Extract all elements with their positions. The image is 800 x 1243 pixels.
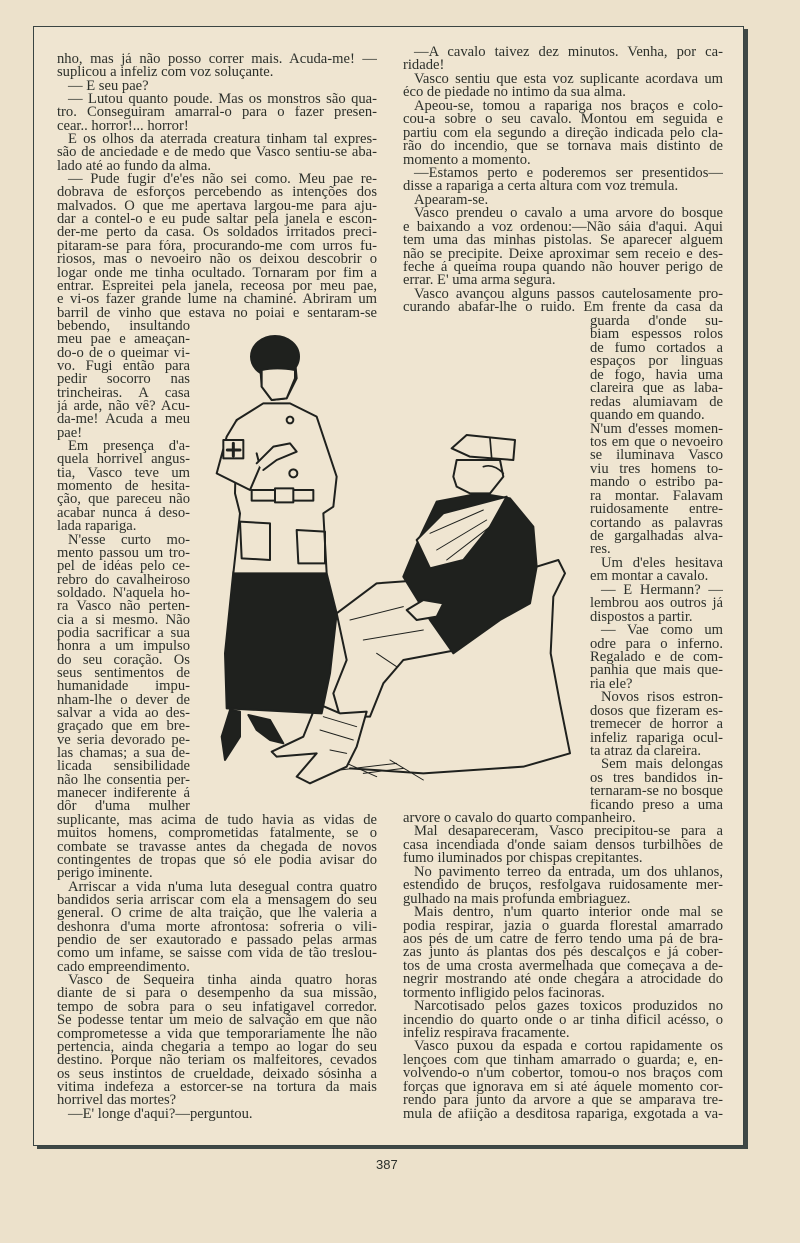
text-line: mento passou um tro-	[57, 546, 190, 561]
text-line: —Estamos perto e poderemos ser presentidos—	[414, 166, 723, 181]
paragraph	[57, 881, 377, 974]
text-line: do seu coração. Os	[57, 653, 190, 667]
text-line: ternaram-se no bosque	[590, 785, 723, 799]
text-line: Vasco de Sequeira tinha ainda quatro horas	[68, 974, 377, 988]
text-line: pae!	[57, 426, 83, 441]
text-line: rendo para junto da arvore a que se amparava tre-	[403, 1094, 723, 1108]
right-column-top	[403, 46, 723, 315]
text-line: rão do incendio, que se tornava mais distinto de	[403, 140, 723, 154]
text-line: rebro do cavalheiroso	[57, 573, 190, 587]
text-line: licada sensibilidade	[57, 760, 190, 774]
text-line: entrar. Espreitei pela janela, receosa por meu pae,	[57, 279, 377, 294]
text-line: ria ele?	[590, 677, 633, 692]
soldier-boots	[272, 703, 367, 783]
text-line: da-me! Acuda a meu	[57, 413, 190, 427]
paragraph	[57, 1108, 377, 1121]
text-line: como um infame, se saisse com vida de tão treslou-	[57, 947, 377, 961]
text-line: de fogo, havia uma	[590, 368, 723, 383]
text-line: errar. E' uma arma segura.	[403, 274, 556, 288]
illustration-nurse-and-wounded-soldier	[190, 320, 590, 810]
text-line: malvados. O que me apertava largou-me para aju-	[57, 199, 377, 214]
paragraph	[403, 288, 723, 315]
text-line: Narcotisado pelos gazes toxicos produzidos no	[414, 1000, 723, 1014]
left-column-narrow	[57, 320, 190, 814]
text-line: suplicante, mas acima de tudo havia as vidas de	[57, 814, 377, 828]
text-line: incendio do quarto onde o ar tinha dificil acésso, o	[403, 1013, 723, 1027]
soldier-head	[453, 460, 503, 493]
text-line: zas junto ás plantas dos pés descalços e já cober-	[403, 946, 723, 960]
paragraph	[57, 814, 377, 881]
text-line: cado empreendimento.	[57, 960, 190, 975]
text-line: mando o estribo pa-	[590, 476, 723, 490]
paragraph	[403, 207, 723, 288]
text-line: seus sentimentos de	[57, 666, 190, 681]
text-line: em montar a cavalo.	[590, 570, 709, 584]
text-line: las chamas; a sua de-	[57, 747, 190, 761]
paragraph	[403, 1040, 723, 1121]
paragraph	[57, 320, 190, 440]
paragraph	[590, 758, 723, 812]
text-line: — E seu pae?	[68, 79, 149, 94]
paragraph	[403, 46, 723, 73]
text-line: são de anciedade e de medo que Vasco sentiu-se aba-	[57, 146, 377, 160]
text-line: Em presença d'a-	[68, 440, 190, 454]
text-line: fumo iluminados por chispas crepitantes.	[403, 852, 643, 866]
text-line: — Pude fugir d'e'es não sei como. Meu pae re-	[68, 173, 377, 187]
text-line: riosos, mas o nevoeiro não os deixou descobrir o	[57, 253, 377, 267]
text-line: diante de si para o desempenho da sua missão,	[57, 987, 377, 1001]
text-line: tos de uma crosta avermelhada que começava a de-	[403, 959, 723, 974]
text-line: já arde, não vê? Acu-	[57, 400, 190, 414]
text-line: de fumo cortados a	[590, 341, 723, 356]
text-line: cortando as palavras	[590, 516, 723, 530]
text-line: tormento infligido pelos facinoras.	[403, 986, 605, 1001]
paragraph	[403, 194, 723, 207]
text-line: —E' longe d'aqui?—perguntou.	[68, 1107, 253, 1121]
paragraph	[403, 812, 723, 825]
text-line: lembrou aos outros já	[590, 597, 723, 611]
text-line: do-o de o queimar vi-	[57, 346, 190, 361]
text-line: nho, mas já não posso correr mais. Acuda-me! —	[57, 53, 377, 67]
text-line: salvar a vida ao des-	[57, 706, 190, 721]
right-column-bottom	[403, 812, 723, 1121]
text-line: res.	[590, 543, 611, 557]
text-line: negrir mostrando até onde chegára a atrocidade do	[403, 973, 723, 987]
text-line: N'esse curto mo-	[68, 533, 190, 547]
text-line: partiu com ela segundo a direção indicada pelo cla-	[403, 126, 723, 141]
text-line: mula de afiição a desditosa rapariga, exgotada a va-	[403, 1107, 723, 1122]
text-line: Novos risos estron-	[601, 691, 723, 705]
text-line: espaços por linguas	[590, 355, 723, 369]
text-line: Apeou-se, tomou a rapariga nos braços e colo-	[414, 99, 723, 114]
text-line: Vasco prendeu o cavalo a uma arvore do bosque	[414, 207, 723, 221]
text-line: podia sacrificar a sua	[57, 626, 190, 641]
text-line: ficando preso a uma	[590, 798, 723, 813]
text-line: odre para o inferno.	[590, 637, 723, 651]
paragraph	[403, 1000, 723, 1040]
text-line: infeliz respirava fracamente.	[403, 1027, 570, 1041]
text-line: ridade!	[403, 59, 445, 73]
text-line: — Vae como um	[601, 624, 723, 638]
text-line: cear.. horror!... horror!	[57, 119, 189, 134]
text-line: Sem mais delongas	[601, 758, 723, 772]
text-line: infeliz rapariga ocul-	[590, 731, 723, 745]
text-line: podia respirar, jazia o guarda florestal amarrado	[403, 919, 723, 933]
text-line: Vasco avançou alguns passos cautelosamente pro-	[414, 287, 723, 302]
page-number: 387	[376, 1157, 398, 1172]
text-line: vo. Fugi então para	[57, 360, 190, 374]
text-line: éco de piedade no intimo da sua alma.	[403, 86, 626, 100]
text-line: casa incendiada d'onde saiam densos turbilhões de	[403, 838, 723, 853]
text-line: manecer indiferente á	[57, 787, 190, 801]
text-line: de gargalhadas alva-	[590, 530, 723, 544]
text-line: ta atraz da clareira.	[590, 745, 701, 759]
paragraph	[57, 93, 377, 133]
paragraph	[590, 423, 723, 557]
text-line: Vasco puxou da espada e cortou rapidamente os	[414, 1040, 723, 1054]
text-line: tos em que o nevoeiro	[590, 435, 723, 450]
text-line: viu tres homens to-	[590, 462, 723, 477]
text-line: momento a momento.	[403, 153, 531, 167]
text-line: acabar nunca á deso-	[57, 506, 190, 521]
text-line: Mais dentro, n'um quarto interior onde mal se	[414, 906, 723, 920]
text-line: ra montar. Falavam	[590, 489, 723, 504]
text-line: tro. Conseguiram amarral-o para o fazer presen-	[57, 106, 377, 120]
text-line: tempo de sobra para o seu infatigavel corredor.	[57, 1000, 377, 1015]
text-line: e vi-os fazer grande lume na chaminé. Abriram um	[57, 293, 377, 307]
text-line: Apearam-se.	[414, 193, 489, 208]
text-line: os seus instintos de crueldade, deixado sósinha a	[57, 1067, 377, 1081]
text-line: combate se travasse antes da chegada de novos	[57, 840, 377, 855]
paragraph	[57, 534, 190, 814]
text-line: No pavimento terreo da entrada, um dos uhlanos,	[414, 865, 723, 880]
text-line: cou-a sobre o seu cavalo. Montou em seguida e	[403, 113, 723, 127]
text-line: destino. Porque não teriam os malfeitores, cevados	[57, 1054, 377, 1068]
text-line: estendido de bruços, resfolgava ruidosamente mer-	[403, 879, 723, 893]
text-line: — E Hermann? —	[601, 583, 723, 598]
text-line: bebendo, insultando	[57, 320, 190, 334]
text-line: não lhe consentia per-	[57, 773, 190, 788]
text-line: honra a um impulso	[57, 640, 190, 654]
paragraph	[403, 167, 723, 194]
text-line: logar onde me tinha ocultado. Tornaram por fim a	[57, 266, 377, 280]
text-line: — Lutou quanto poude. Mas os monstros são qua-	[68, 93, 377, 107]
text-line: ruidosamente entre-	[590, 503, 723, 517]
text-line: deshonra d'uma morte afrontosa: sofreria o vili-	[57, 920, 377, 935]
text-line: vitima indefeza a estorcer-se na tortura da mais	[57, 1080, 377, 1095]
text-line: trincheiras. A casa	[57, 386, 190, 401]
text-line: —A cavalo taivez dez minutos. Venha, por ca-	[414, 46, 723, 60]
text-line: os tres bandidos in-	[590, 771, 723, 786]
text-line: E os olhos da aterrada creatura tinham tal expres-	[68, 133, 377, 147]
text-line: tia, Vasco teve um	[57, 466, 190, 481]
paragraph	[57, 133, 377, 173]
left-column-bottom	[57, 814, 377, 1121]
left-column-top	[57, 53, 377, 320]
text-line: Vasco sentiu que esta voz suplicante acordava um	[414, 72, 723, 87]
text-line: Mal desapareceram, Vasco precipitou-se para a	[414, 825, 723, 839]
text-line: volvendo-o n'um cobertor, tomou-o nos braços com	[403, 1067, 723, 1081]
paragraph	[57, 440, 190, 533]
text-line: quando em quando.	[590, 409, 705, 423]
text-line: ra Vasco não perten-	[57, 600, 190, 614]
text-line: pitaram-se para fóra, procurando-me com urros fu-	[57, 239, 377, 254]
nurse-skirt	[225, 572, 337, 714]
text-line: Um d'eles hesitava	[601, 556, 723, 571]
paragraph	[590, 584, 723, 624]
text-line: curando abafar-lhe o ruido. Em frente da casa da	[403, 301, 723, 315]
text-line: momento de hesita-	[57, 480, 190, 494]
paragraph	[403, 73, 723, 100]
paragraph	[590, 557, 723, 584]
text-line: aos pés de um catre de ferro tendo uma pá de bra-	[403, 932, 723, 947]
text-line: muitos homens, comprometidas fatalmente, se o	[57, 827, 377, 841]
text-line: se iluminava Vasco	[590, 449, 723, 463]
text-line: ve seria devorado pe-	[57, 733, 190, 747]
text-line: tremecer de horror a	[590, 718, 723, 732]
text-line: meu pae e ameaçan-	[57, 333, 190, 347]
text-line: graçado que em bre-	[57, 720, 190, 734]
text-line: nham-lhe o dever de	[57, 693, 190, 707]
text-line: dosos que fizeram es-	[590, 704, 723, 719]
text-line: tem uma das minhas pistolas. Se aparecer alguem	[403, 234, 723, 248]
text-line: Regalado e de com-	[590, 650, 723, 665]
paragraph	[57, 80, 377, 93]
text-line: guarda d'onde su-	[590, 315, 723, 329]
text-line: comprometesse a vida que temporariamente lhe não	[57, 1027, 377, 1041]
paragraph	[403, 825, 723, 865]
text-line: soldado. N'aquela ho-	[57, 586, 190, 601]
soldier-cap	[452, 435, 515, 460]
text-line: arvore o cavalo do quarto companheiro.	[403, 812, 636, 826]
text-line: bandidos seria arriscar com ela a mensagem do seu	[57, 894, 377, 908]
text-line: dar a contel-o e eu pude saltar pela janela e escon-	[57, 213, 377, 227]
paragraph	[590, 691, 723, 758]
text-line: pedir socorro nas	[57, 373, 190, 387]
paragraph	[57, 173, 377, 320]
text-line: N'um d'esses momen-	[590, 422, 723, 436]
text-line: dobrava de esforços percebendo as intenções dos	[57, 186, 377, 200]
text-line: Se podesse tentar um meio de salvação em que não	[57, 1014, 377, 1028]
right-column-narrow	[590, 315, 723, 812]
text-line: lençoes com que tinham amarrado o guarda; e, en-	[403, 1053, 723, 1068]
text-line: forças que ignorava em si até áquele momento cor-	[403, 1080, 723, 1095]
text-line: cia a si mesmo. Não	[57, 613, 190, 627]
text-line: lado até ao fundo da alma.	[57, 159, 211, 174]
paragraph	[403, 866, 723, 906]
text-line: e baixando a voz ordenou:—Não sáia d'aqui. Aqui	[403, 220, 723, 235]
text-line: dôr d'uma mulher	[57, 800, 190, 814]
text-line: lada rapariga.	[57, 520, 137, 534]
text-line: biam espessos rolos	[590, 328, 723, 342]
text-line: quela horrivel angus-	[57, 453, 190, 467]
text-line: pendio de ser exautorado e passado pelas armas	[57, 934, 377, 948]
text-line: Arriscar a vida n'uma luta desegual contra quatro	[68, 880, 377, 895]
text-line: humanidade impu-	[57, 680, 190, 694]
paragraph	[590, 315, 723, 423]
text-line: pel de idéas pelo ce-	[57, 560, 190, 574]
text-line: dispostos a partir.	[590, 610, 693, 625]
text-line: barril de vinho que estava no poiai e sentaram-se	[57, 306, 377, 320]
text-line: ção, que pareceu não	[57, 493, 190, 507]
text-line: clareira que as laba-	[590, 382, 723, 396]
text-line: perigo iminente.	[57, 867, 153, 881]
text-line: contingentes de tropas que só ele podia avisar do	[57, 854, 377, 868]
text-line: der-me perto da casa. Os soldados irritados preci-	[57, 226, 377, 240]
text-line: pertencia, ainda chegaria a tempo ao logar do seu	[57, 1040, 377, 1055]
text-line: redas alumiavam de	[590, 395, 723, 410]
text-line: general. O crime de alta traição, que lhe valeria a	[57, 907, 377, 921]
text-line: horrivel das mortes?	[57, 1094, 177, 1108]
text-line: panhia que mais que-	[590, 664, 723, 678]
paragraph	[403, 906, 723, 1000]
paragraph	[403, 100, 723, 167]
text-line: feche á queima roupa quando não houver perigo de	[403, 261, 723, 275]
text-line: suplicou a infeliz com voz soluçante.	[57, 66, 274, 80]
text-line: gulhado na mais profunda embriaguez.	[403, 892, 631, 907]
paragraph	[590, 624, 723, 691]
text-line: disse a rapariga a certa altura com voz tremula.	[403, 180, 679, 194]
paragraph	[57, 974, 377, 1107]
text-line: não se precipite. Deixe aproximar sem receio e des-	[403, 247, 723, 261]
paragraph	[57, 53, 377, 80]
